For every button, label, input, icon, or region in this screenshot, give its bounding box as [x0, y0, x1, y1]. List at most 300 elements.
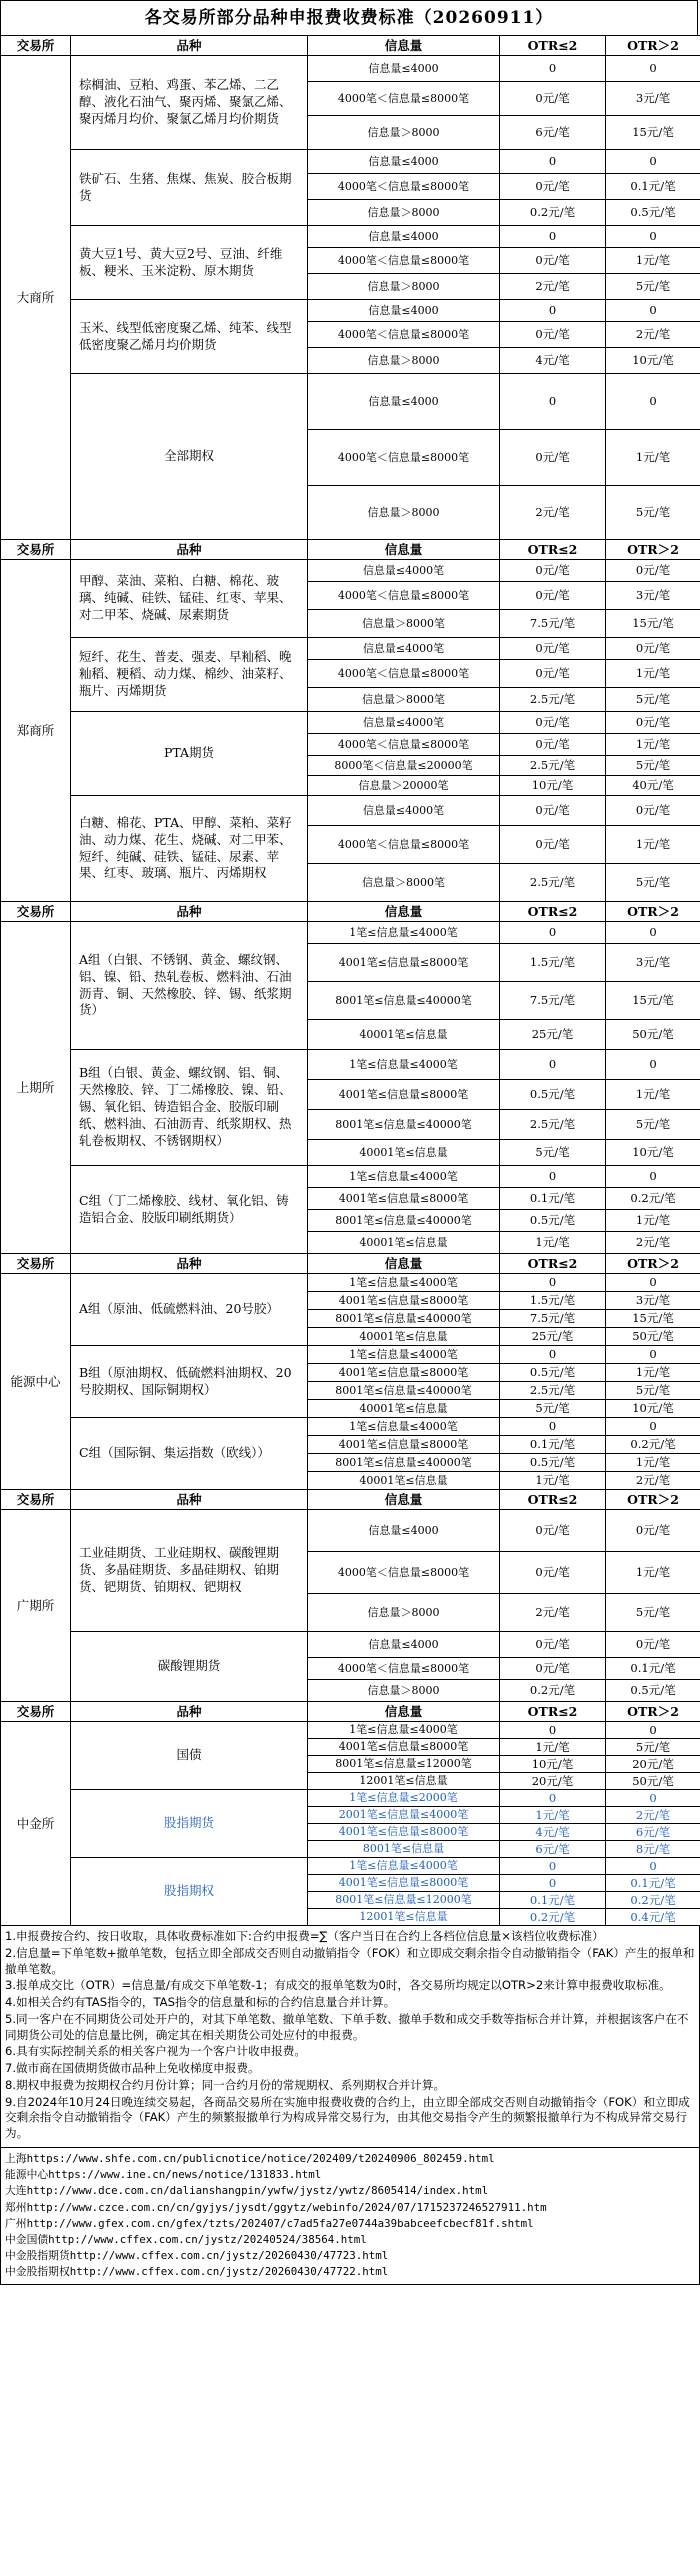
otr-gt2-fee-cell: 15元/笔 — [606, 1310, 700, 1328]
otr-gt2-fee-cell: 0 — [606, 1166, 700, 1188]
info-cell: 4001笔≤信息量≤8000笔 — [308, 1292, 500, 1310]
info-cell: 8000笔＜信息量≤20000笔 — [308, 756, 500, 776]
otr-gt2-fee-cell: 0 — [606, 300, 700, 322]
exchange-cell: 上期所 — [1, 922, 71, 1254]
otr-le2-fee-cell: 0 — [500, 1418, 606, 1436]
info-cell: 信息量≤4000 — [308, 226, 500, 248]
otr-le2-fee-cell: 0 — [500, 1790, 606, 1807]
info-cell: 4000笔＜信息量≤8000笔 — [308, 248, 500, 274]
otr-le2-fee-cell: 0元/笔 — [500, 826, 606, 864]
otr-gt2-fee-cell: 5元/笔 — [606, 274, 700, 300]
info-cell: 4000笔＜信息量≤8000笔 — [308, 322, 500, 348]
info-cell: 8001笔≤信息量 — [308, 1841, 500, 1858]
info-cell: 40001笔≤信息量 — [308, 1140, 500, 1166]
otr-le2-fee-cell: 7.5元/笔 — [500, 1310, 606, 1328]
otr-gt2-fee-cell: 15元/笔 — [606, 982, 700, 1020]
otr-gt2-fee-cell: 6元/笔 — [606, 1824, 700, 1841]
note-item: 7.做市商在国债期货做市品种上免收梯度申报费。 — [5, 2061, 260, 2076]
otr-le2-fee-cell: 2.5元/笔 — [500, 864, 606, 902]
info-cell: 4000笔＜信息量≤8000笔 — [308, 826, 500, 864]
info-cell: 信息量≤4000 — [308, 1510, 500, 1552]
otr-le2-fee-cell: 0元/笔 — [500, 174, 606, 200]
otr-gt2-fee-cell: 0元/笔 — [606, 796, 700, 826]
otr-le2-fee-cell: 25元/笔 — [500, 1328, 606, 1346]
otr-gt2-fee-cell: 50元/笔 — [606, 1020, 700, 1050]
product-cell: 碳酸锂期货 — [71, 1632, 308, 1702]
otr-le2-fee-cell: 10元/笔 — [500, 1756, 606, 1773]
table-row — [1, 560, 700, 582]
otr-le2-fee-cell: 0元/笔 — [500, 430, 606, 486]
otr-le2-fee-cell: 0 — [500, 150, 606, 174]
otr-gt2-fee-cell: 1元/笔 — [606, 660, 700, 688]
info-cell: 40001笔≤信息量 — [308, 1232, 500, 1254]
otr-gt2-fee-cell: 0.5元/笔 — [606, 200, 700, 226]
otr-le2-fee-cell: 0元/笔 — [500, 1658, 606, 1680]
table-row — [1, 1274, 700, 1292]
info-cell: 信息量≤4000 — [308, 150, 500, 174]
info-cell: 信息量≤4000 — [308, 374, 500, 430]
header-row — [1, 1702, 700, 1722]
info-cell: 4000笔＜信息量≤8000笔 — [308, 660, 500, 688]
otr-gt2-fee-cell: 5元/笔 — [606, 864, 700, 902]
otr-gt2-fee-cell: 0.1元/笔 — [606, 1875, 700, 1892]
product-cell: PTA期货 — [71, 712, 308, 796]
otr-le2-fee-cell: 10元/笔 — [500, 776, 606, 796]
header-product: 品种 — [71, 36, 308, 56]
product-cell: 玉米、线型低密度聚乙烯、纯苯、线型低密度聚乙烯月均价期货 — [71, 300, 308, 374]
otr-gt2-fee-cell: 20元/笔 — [606, 1756, 700, 1773]
exchange-cell: 中金所 — [1, 1722, 71, 1926]
header-product: 品种 — [71, 1702, 308, 1722]
otr-gt2-fee-cell: 0.5元/笔 — [606, 1680, 700, 1702]
info-cell: 4001笔≤信息量≤8000笔 — [308, 1080, 500, 1110]
info-cell: 40001笔≤信息量 — [308, 1472, 500, 1490]
info-cell: 8001笔≤信息量≤40000笔 — [308, 1110, 500, 1140]
header-product: 品种 — [71, 902, 308, 922]
table-row — [1, 922, 700, 944]
header-otr-gt2: OTR＞2 — [606, 1702, 700, 1722]
otr-gt2-fee-cell: 1元/笔 — [606, 1364, 700, 1382]
otr-le2-fee-cell: 25元/笔 — [500, 1020, 606, 1050]
otr-le2-fee-cell: 0元/笔 — [500, 582, 606, 610]
info-cell: 4001笔≤信息量≤8000笔 — [308, 1364, 500, 1382]
otr-le2-fee-cell: 0 — [500, 922, 606, 944]
info-cell: 信息量≤4000 — [308, 56, 500, 82]
header-product: 品种 — [71, 1490, 308, 1510]
otr-le2-fee-cell: 0 — [500, 1346, 606, 1364]
otr-le2-fee-cell: 0元/笔 — [500, 1510, 606, 1552]
otr-le2-fee-cell: 0 — [500, 226, 606, 248]
otr-le2-fee-cell: 0 — [500, 1722, 606, 1739]
header-otr-le2: OTR≤2 — [500, 36, 606, 56]
header-exchange: 交易所 — [1, 1254, 71, 1274]
table-row — [1, 1790, 700, 1807]
otr-gt2-fee-cell: 0 — [606, 150, 700, 174]
otr-le2-fee-cell: 1元/笔 — [500, 1807, 606, 1824]
note-item: 6.具有实际控制关系的相关客户视为一个客户计收申报费。 — [5, 2044, 306, 2059]
otr-le2-fee-cell: 0 — [500, 1858, 606, 1875]
table-row — [1, 1722, 700, 1739]
table-row — [1, 712, 700, 734]
otr-gt2-fee-cell: 0 — [606, 1790, 700, 1807]
info-cell: 信息量≤4000笔 — [308, 796, 500, 826]
otr-gt2-fee-cell: 10元/笔 — [606, 348, 700, 374]
header-otr-gt2: OTR＞2 — [606, 540, 700, 560]
source-link[interactable]: 中金股指期权http://www.cffex.com.cn/jystz/20260430/47722.html — [5, 2265, 389, 2279]
note-item: 3.报单成交比（OTR）=信息量/有成交下单笔数-1；有成交的报单笔数为0时，各交易所均规定以OTR>2来计算申报费收取标准。 — [5, 1978, 671, 1993]
info-cell: 信息量＞8000 — [308, 348, 500, 374]
source-link[interactable]: 大连http://www.dce.com.cn/dalianshangpin/ywfw/jystz/ywtz/8605414/index.html — [5, 2184, 489, 2198]
source-link[interactable]: 上海https://www.shfe.com.cn/publicnotice/notice/202409/t20240906_802459.html — [5, 2151, 495, 2165]
otr-le2-fee-cell: 2元/笔 — [500, 274, 606, 300]
product-cell: 全部期权 — [71, 374, 308, 540]
otr-gt2-fee-cell: 1元/笔 — [606, 734, 700, 756]
table-row — [1, 1166, 700, 1188]
table-row — [1, 300, 700, 322]
info-cell: 信息量＞8000笔 — [308, 688, 500, 712]
info-cell: 4000笔＜信息量≤8000笔 — [308, 82, 500, 116]
otr-gt2-fee-cell: 1元/笔 — [606, 1552, 700, 1594]
header-otr-le2: OTR≤2 — [500, 540, 606, 560]
info-cell: 4001笔≤信息量≤8000笔 — [308, 944, 500, 982]
product-cell: A组（白银、不锈钢、黄金、螺纹钢、铝、镍、铅、热轧卷板、燃料油、石油沥青、铜、天然橡胶、锌、锡、纸浆期货） — [71, 922, 308, 1050]
info-cell: 8001笔≤信息量≤40000笔 — [308, 1310, 500, 1328]
info-cell: 4000笔＜信息量≤8000笔 — [308, 430, 500, 486]
otr-le2-fee-cell: 0.2元/笔 — [500, 200, 606, 226]
table-row — [1, 1858, 700, 1875]
otr-gt2-fee-cell: 2元/笔 — [606, 1807, 700, 1824]
product-cell: 工业硅期货、工业硅期权、碳酸锂期货、多晶硅期货、多晶硅期权、铂期货、钯期货、铂期权、钯期权 — [71, 1510, 308, 1632]
product-cell: 黄大豆1号、黄大豆2号、豆油、纤维板、粳米、玉米淀粉、原木期货 — [71, 226, 308, 300]
exchange-cell: 大商所 — [1, 56, 71, 540]
info-cell: 4000笔＜信息量≤8000笔 — [308, 734, 500, 756]
header-exchange: 交易所 — [1, 1702, 71, 1722]
otr-gt2-fee-cell: 0 — [606, 922, 700, 944]
header-info: 信息量 — [308, 36, 500, 56]
product-cell: 甲醇、菜油、菜粕、白糖、棉花、玻璃、纯碱、硅铁、锰硅、红枣、苹果、对二甲苯、烧碱、尿素期货 — [71, 560, 308, 638]
otr-gt2-fee-cell: 15元/笔 — [606, 116, 700, 150]
otr-gt2-fee-cell: 2元/笔 — [606, 1472, 700, 1490]
info-cell: 信息量＞8000 — [308, 274, 500, 300]
table-row — [1, 1418, 700, 1436]
info-cell: 4000笔＜信息量≤8000笔 — [308, 1658, 500, 1680]
product-cell: 短纤、花生、普麦、强麦、早籼稻、晚籼稻、粳稻、动力煤、棉纱、油菜籽、瓶片、丙烯期货 — [71, 638, 308, 712]
otr-le2-fee-cell: 20元/笔 — [500, 1773, 606, 1790]
otr-gt2-fee-cell: 0 — [606, 1858, 700, 1875]
table-row — [1, 1510, 700, 1552]
info-cell: 2001笔≤信息量≤4000笔 — [308, 1807, 500, 1824]
note-item: 1.申报费按合约、按日收取，具体收费标准如下:合约申报费=∑（客户当日在合约上各档位信息量×该档位收费标准） — [5, 1929, 604, 1943]
otr-le2-fee-cell: 2.5元/笔 — [500, 1110, 606, 1140]
otr-le2-fee-cell: 0元/笔 — [500, 560, 606, 582]
header-info: 信息量 — [308, 902, 500, 922]
table-row — [1, 638, 700, 660]
source-link[interactable]: 中金股指期货http://www.cffex.com.cn/jystz/20260430/47723.html — [5, 2249, 389, 2263]
otr-le2-fee-cell: 1元/笔 — [500, 1472, 606, 1490]
header-row — [1, 540, 700, 560]
otr-le2-fee-cell: 1.5元/笔 — [500, 944, 606, 982]
exchange-cell: 郑商所 — [1, 560, 71, 902]
otr-gt2-fee-cell: 0元/笔 — [606, 1510, 700, 1552]
table-row — [1, 1632, 700, 1658]
header-exchange: 交易所 — [1, 1490, 71, 1510]
header-info: 信息量 — [308, 540, 500, 560]
otr-le2-fee-cell: 0 — [500, 300, 606, 322]
otr-gt2-fee-cell: 1元/笔 — [606, 430, 700, 486]
otr-le2-fee-cell: 0.5元/笔 — [500, 1080, 606, 1110]
source-link[interactable]: 中金国债http://www.cffex.com.cn/jystz/20240524/38564.html — [5, 2232, 367, 2246]
product-cell: 铁矿石、生猪、焦煤、焦炭、胶合板期货 — [71, 150, 308, 226]
otr-le2-fee-cell: 7.5元/笔 — [500, 610, 606, 638]
table-row — [1, 374, 700, 430]
header-otr-gt2: OTR＞2 — [606, 902, 700, 922]
otr-le2-fee-cell: 0.1元/笔 — [500, 1892, 606, 1909]
product-cell: 棕榈油、豆粕、鸡蛋、苯乙烯、二乙醇、液化石油气、聚丙烯、聚氯乙烯、聚丙烯月均价、聚氯乙烯月均价期货 — [71, 56, 308, 150]
source-link[interactable]: 广州http://www.gfex.com.cn/gfex/tzts/202407/c7ad5fa27e0744a39babceefcbecf81f.shtml — [5, 2216, 534, 2230]
info-cell: 信息量＞8000笔 — [308, 864, 500, 902]
otr-le2-fee-cell: 0元/笔 — [500, 734, 606, 756]
otr-gt2-fee-cell: 5元/笔 — [606, 1739, 700, 1756]
otr-gt2-fee-cell: 2元/笔 — [606, 322, 700, 348]
info-cell: 信息量≤4000 — [308, 1632, 500, 1658]
otr-gt2-fee-cell: 3元/笔 — [606, 82, 700, 116]
otr-le2-fee-cell: 2.5元/笔 — [500, 1382, 606, 1400]
otr-gt2-fee-cell: 0元/笔 — [606, 560, 700, 582]
otr-gt2-fee-cell: 3元/笔 — [606, 1292, 700, 1310]
otr-gt2-fee-cell: 0.2元/笔 — [606, 1892, 700, 1909]
otr-le2-fee-cell: 6元/笔 — [500, 116, 606, 150]
otr-gt2-fee-cell: 1元/笔 — [606, 826, 700, 864]
header-info: 信息量 — [308, 1254, 500, 1274]
note-item: 5.同一客户在不同期货公司处开户的，对其下单笔数、撤单笔数、下单手数、撤单手数和成交手数等指标合并计算，并根据该客户在不同期货公司处的信息量比例，确定其在相关期货公司处应付的申报费。 — [5, 2011, 689, 2042]
otr-gt2-fee-cell: 5元/笔 — [606, 756, 700, 776]
otr-gt2-fee-cell: 0元/笔 — [606, 1632, 700, 1658]
exchange-cell: 广期所 — [1, 1510, 71, 1702]
info-cell: 信息量≤4000笔 — [308, 560, 500, 582]
info-cell: 8001笔≤信息量≤12000笔 — [308, 1892, 500, 1909]
info-cell: 信息量＞20000笔 — [308, 776, 500, 796]
info-cell: 信息量＞8000笔 — [308, 610, 500, 638]
otr-le2-fee-cell: 0元/笔 — [500, 248, 606, 274]
otr-gt2-fee-cell: 0.1元/笔 — [606, 1658, 700, 1680]
otr-gt2-fee-cell: 1元/笔 — [606, 1080, 700, 1110]
info-cell: 40001笔≤信息量 — [308, 1328, 500, 1346]
header-product: 品种 — [71, 540, 308, 560]
otr-le2-fee-cell: 0元/笔 — [500, 322, 606, 348]
header-row — [1, 36, 700, 56]
source-link[interactable]: 郑州http://www.czce.com.cn/cn/gyjys/jysdt/ggytz/webinfo/2024/07/1715237246527911.htm — [5, 2200, 547, 2214]
otr-le2-fee-cell: 2元/笔 — [500, 1594, 606, 1632]
info-cell: 1笔≤信息量≤4000笔 — [308, 1418, 500, 1436]
header-otr-le2: OTR≤2 — [500, 1702, 606, 1722]
header-exchange: 交易所 — [1, 902, 71, 922]
otr-gt2-fee-cell: 0 — [606, 1050, 700, 1080]
header-exchange: 交易所 — [1, 36, 71, 56]
otr-le2-fee-cell: 0.1元/笔 — [500, 1188, 606, 1210]
otr-gt2-fee-cell: 15元/笔 — [606, 610, 700, 638]
info-cell: 4001笔≤信息量≤8000笔 — [308, 1824, 500, 1841]
otr-le2-fee-cell: 0元/笔 — [500, 712, 606, 734]
otr-gt2-fee-cell: 10元/笔 — [606, 1140, 700, 1166]
source-link[interactable]: 能源中心https://www.ine.cn/news/notice/131833.html — [5, 2168, 322, 2182]
otr-gt2-fee-cell: 5元/笔 — [606, 486, 700, 540]
header-info: 信息量 — [308, 1490, 500, 1510]
otr-gt2-fee-cell: 0元/笔 — [606, 638, 700, 660]
otr-gt2-fee-cell: 3元/笔 — [606, 944, 700, 982]
info-cell: 12001笔≤信息量 — [308, 1773, 500, 1790]
exchange-cell: 能源中心 — [1, 1274, 71, 1490]
info-cell: 8001笔≤信息量≤40000笔 — [308, 1454, 500, 1472]
info-cell: 4000笔＜信息量≤8000笔 — [308, 582, 500, 610]
info-cell: 4001笔≤信息量≤8000笔 — [308, 1436, 500, 1454]
otr-gt2-fee-cell: 1元/笔 — [606, 1454, 700, 1472]
info-cell: 1笔≤信息量≤4000笔 — [308, 1274, 500, 1292]
table-row — [1, 1050, 700, 1080]
otr-le2-fee-cell: 0 — [500, 1274, 606, 1292]
otr-le2-fee-cell: 0 — [500, 1050, 606, 1080]
header-row — [1, 1254, 700, 1274]
otr-le2-fee-cell: 7.5元/笔 — [500, 982, 606, 1020]
otr-gt2-fee-cell: 0 — [606, 226, 700, 248]
note-item: 9.自2024年10月24日晚连续交易起，各商品交易所在实施申报费收费的合约上，由立即全部成交否则自动撤销指令（FOK）和立即成交剩余指令自动撤销指令（FAK）产生的频繁报撤单行为构成异常交易行为，由其他交易指令产生的频繁报撤单行为不构成异常交易行为。 — [5, 2094, 690, 2141]
info-cell: 信息量≤4000笔 — [308, 638, 500, 660]
otr-le2-fee-cell: 0元/笔 — [500, 1552, 606, 1594]
info-cell: 1笔≤信息量≤4000笔 — [308, 1050, 500, 1080]
otr-gt2-fee-cell: 0.2元/笔 — [606, 1188, 700, 1210]
otr-gt2-fee-cell: 0 — [606, 56, 700, 82]
otr-gt2-fee-cell: 5元/笔 — [606, 1382, 700, 1400]
product-cell: 股指期权 — [71, 1858, 308, 1926]
otr-gt2-fee-cell: 0.1元/笔 — [606, 174, 700, 200]
otr-le2-fee-cell: 0 — [500, 374, 606, 430]
otr-le2-fee-cell: 0元/笔 — [500, 796, 606, 826]
otr-gt2-fee-cell: 0 — [606, 1418, 700, 1436]
otr-gt2-fee-cell: 50元/笔 — [606, 1328, 700, 1346]
product-cell: B组（原油期权、低硫燃料油期权、20号胶期权、国际铜期权） — [71, 1346, 308, 1418]
header-info: 信息量 — [308, 1702, 500, 1722]
table-row — [1, 226, 700, 248]
info-cell: 8001笔≤信息量≤12000笔 — [308, 1756, 500, 1773]
info-cell: 4000笔＜信息量≤8000笔 — [308, 1552, 500, 1594]
otr-le2-fee-cell: 0元/笔 — [500, 1632, 606, 1658]
info-cell: 1笔≤信息量≤2000笔 — [308, 1790, 500, 1807]
info-cell: 4001笔≤信息量≤8000笔 — [308, 1739, 500, 1756]
otr-le2-fee-cell: 0元/笔 — [500, 638, 606, 660]
info-cell: 信息量＞8000 — [308, 486, 500, 540]
info-cell: 4000笔＜信息量≤8000笔 — [308, 174, 500, 200]
otr-le2-fee-cell: 2.5元/笔 — [500, 688, 606, 712]
info-cell: 信息量≤4000笔 — [308, 712, 500, 734]
product-cell: 股指期货 — [71, 1790, 308, 1858]
otr-gt2-fee-cell: 5元/笔 — [606, 1594, 700, 1632]
info-cell: 12001笔≤信息量 — [308, 1909, 500, 1926]
header-otr-le2: OTR≤2 — [500, 902, 606, 922]
otr-gt2-fee-cell: 10元/笔 — [606, 1400, 700, 1418]
info-cell: 40001笔≤信息量 — [308, 1400, 500, 1418]
header-otr-gt2: OTR＞2 — [606, 1254, 700, 1274]
otr-le2-fee-cell: 0.2元/笔 — [500, 1680, 606, 1702]
info-cell: 1笔≤信息量≤4000笔 — [308, 1346, 500, 1364]
info-cell: 1笔≤信息量≤4000笔 — [308, 922, 500, 944]
otr-le2-fee-cell: 0.2元/笔 — [500, 1909, 606, 1926]
info-cell: 信息量＞8000 — [308, 200, 500, 226]
info-cell: 信息量≤4000 — [308, 300, 500, 322]
info-cell: 4001笔≤信息量≤8000笔 — [308, 1188, 500, 1210]
product-cell: C组（丁二烯橡胶、线材、氧化铝、铸造铝合金、胶版印刷纸期货） — [71, 1166, 308, 1254]
info-cell: 信息量＞8000 — [308, 1594, 500, 1632]
otr-le2-fee-cell: 4元/笔 — [500, 348, 606, 374]
otr-gt2-fee-cell: 5元/笔 — [606, 1110, 700, 1140]
otr-gt2-fee-cell: 0 — [606, 1274, 700, 1292]
table-row — [1, 796, 700, 826]
product-cell: A组（原油、低硫燃料油、20号胶） — [71, 1274, 308, 1346]
table-row — [1, 1346, 700, 1364]
otr-le2-fee-cell: 5元/笔 — [500, 1400, 606, 1418]
otr-le2-fee-cell: 4元/笔 — [500, 1824, 606, 1841]
page-title: 各交易所部分品种申报费收费标准（20260911） — [0, 0, 698, 35]
otr-le2-fee-cell: 5元/笔 — [500, 1140, 606, 1166]
info-cell: 4001笔≤信息量≤8000笔 — [308, 1875, 500, 1892]
info-cell: 40001笔≤信息量 — [308, 1020, 500, 1050]
info-cell: 1笔≤信息量≤4000笔 — [308, 1858, 500, 1875]
header-otr-gt2: OTR＞2 — [606, 1490, 700, 1510]
otr-gt2-fee-cell: 1元/笔 — [606, 248, 700, 274]
otr-le2-fee-cell: 2.5元/笔 — [500, 756, 606, 776]
info-cell: 8001笔≤信息量≤40000笔 — [308, 1382, 500, 1400]
otr-le2-fee-cell: 0.5元/笔 — [500, 1210, 606, 1232]
header-product: 品种 — [71, 1254, 308, 1274]
otr-gt2-fee-cell: 0.4元/笔 — [606, 1909, 700, 1926]
header-row — [1, 1490, 700, 1510]
otr-gt2-fee-cell: 1元/笔 — [606, 1210, 700, 1232]
otr-le2-fee-cell: 0 — [500, 1166, 606, 1188]
info-cell: 8001笔≤信息量≤40000笔 — [308, 982, 500, 1020]
otr-gt2-fee-cell: 8元/笔 — [606, 1841, 700, 1858]
info-cell: 1笔≤信息量≤4000笔 — [308, 1722, 500, 1739]
notes-section — [0, 1926, 700, 2148]
otr-le2-fee-cell: 0 — [500, 1875, 606, 1892]
otr-gt2-fee-cell: 40元/笔 — [606, 776, 700, 796]
otr-le2-fee-cell: 0.1元/笔 — [500, 1436, 606, 1454]
otr-le2-fee-cell: 1元/笔 — [500, 1232, 606, 1254]
otr-gt2-fee-cell: 3元/笔 — [606, 582, 700, 610]
otr-gt2-fee-cell: 50元/笔 — [606, 1773, 700, 1790]
otr-gt2-fee-cell: 0 — [606, 1722, 700, 1739]
otr-gt2-fee-cell: 0 — [606, 374, 700, 430]
product-cell: 白糖、棉花、PTA、甲醇、菜粕、菜籽油、动力煤、花生、烧碱、对二甲苯、短纤、纯碱、硅铁、锰硅、尿素、苹果、红枣、玻璃、瓶片、丙烯期权 — [71, 796, 308, 902]
otr-le2-fee-cell: 0元/笔 — [500, 660, 606, 688]
info-cell: 信息量＞8000 — [308, 116, 500, 150]
otr-le2-fee-cell: 0.5元/笔 — [500, 1454, 606, 1472]
otr-le2-fee-cell: 0元/笔 — [500, 82, 606, 116]
otr-gt2-fee-cell: 5元/笔 — [606, 688, 700, 712]
otr-le2-fee-cell: 6元/笔 — [500, 1841, 606, 1858]
otr-gt2-fee-cell: 0元/笔 — [606, 712, 700, 734]
product-cell: 国债 — [71, 1722, 308, 1790]
product-cell: B组（白银、黄金、螺纹钢、铝、铜、天然橡胶、锌、丁二烯橡胶、镍、铅、锡、氧化铝、铸造铝合金、胶版印刷纸、燃料油、石油沥青、纸浆期权、热轧卷板期权、不锈钢期权） — [71, 1050, 308, 1166]
header-otr-gt2: OTR＞2 — [606, 36, 700, 56]
note-item: 4.如相关合约有TAS指令的，TAS指令的信息量和标的合约信息量合并计算。 — [5, 1995, 396, 2010]
info-cell: 1笔≤信息量≤4000笔 — [308, 1166, 500, 1188]
header-exchange: 交易所 — [1, 540, 71, 560]
otr-gt2-fee-cell: 0 — [606, 1346, 700, 1364]
header-row — [1, 902, 700, 922]
header-otr-le2: OTR≤2 — [500, 1254, 606, 1274]
table-row — [1, 150, 700, 174]
otr-gt2-fee-cell: 0.2元/笔 — [606, 1436, 700, 1454]
links-section — [0, 2148, 700, 2286]
product-cell: C组（国际铜、集运指数（欧线）） — [71, 1418, 308, 1490]
